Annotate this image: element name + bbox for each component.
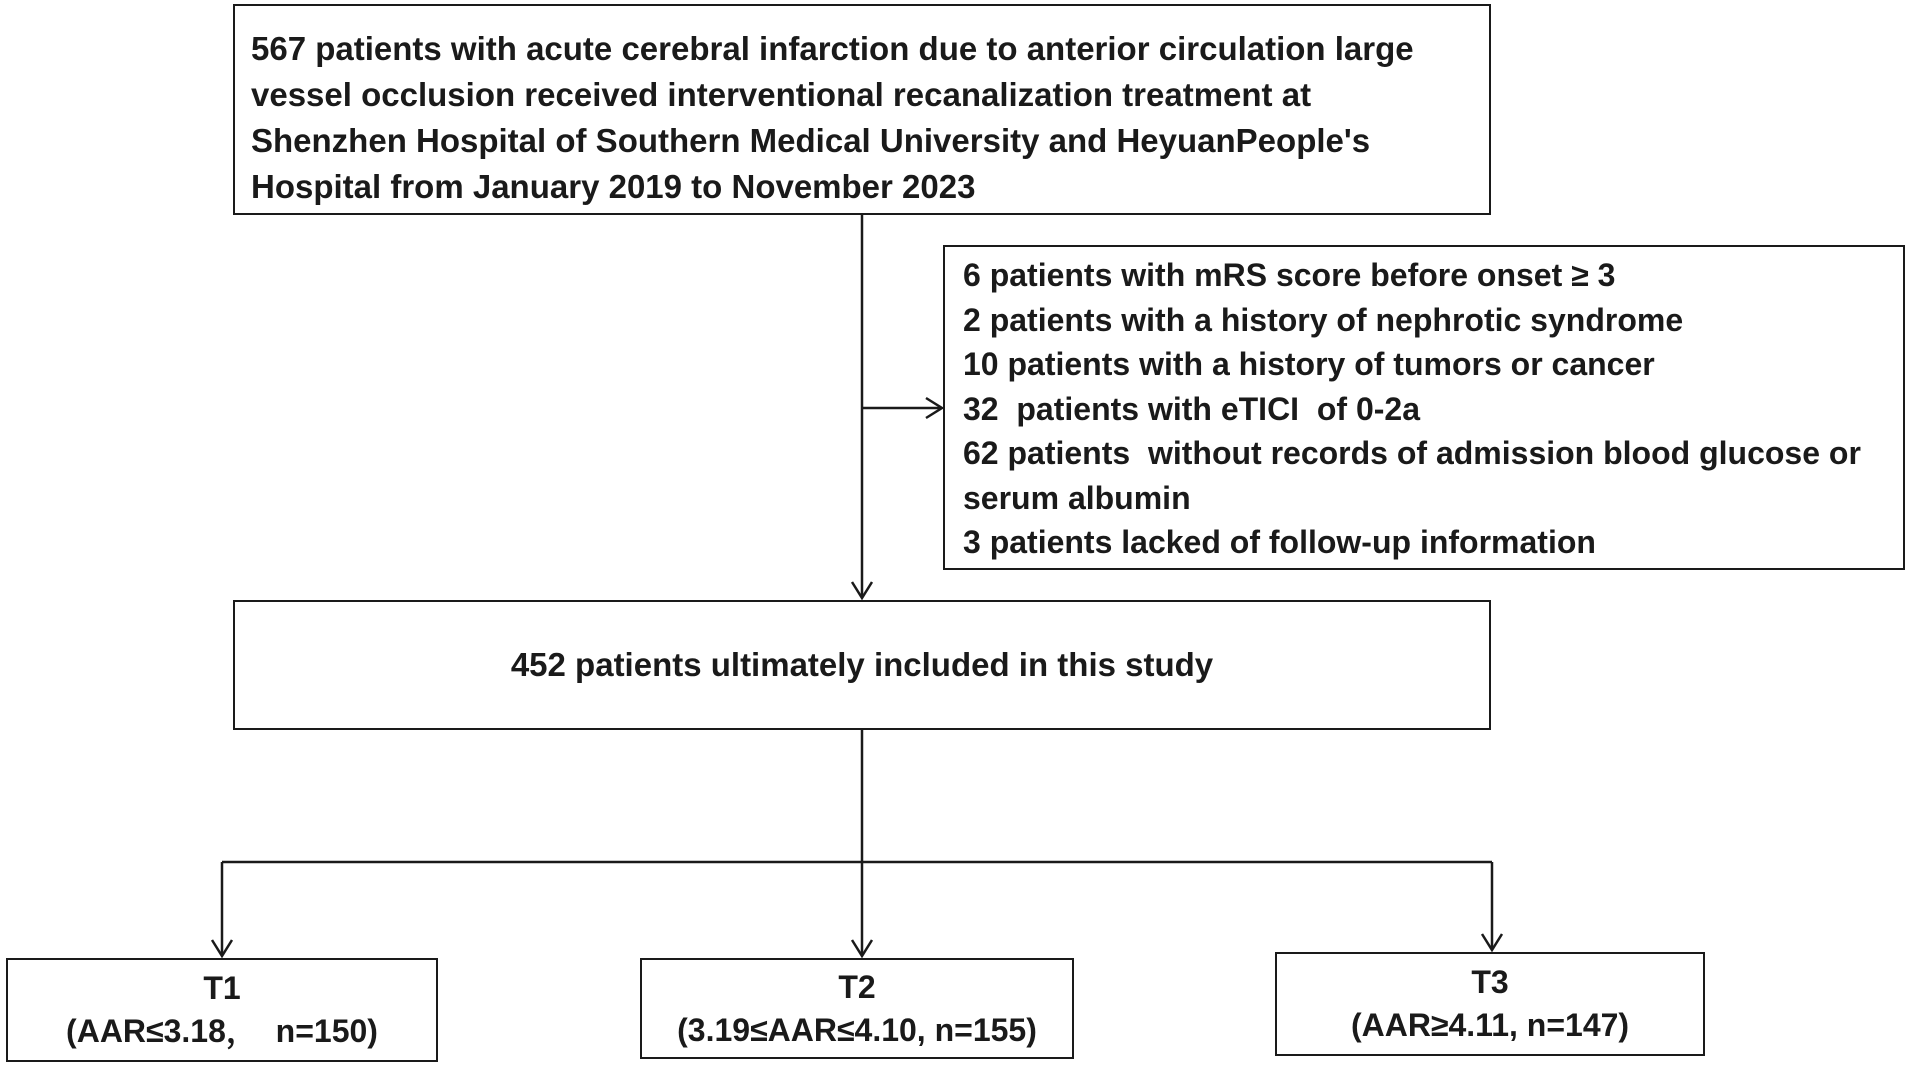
group-t1-box [6,958,438,1062]
group-criteria: (AAR≥4.11, n=147) [1350,1007,1630,1043]
group-t2-box [640,958,1074,1059]
exclusion-item: 62 patients without records of admission blood glucose or [963,435,1861,471]
exclusion-item: 32 patients with eTICI of 0-2a [963,390,1420,427]
initial-cohort-text: 567 patients with acute cerebral infarction due to anterior circulation large vessel occlusion received interventional recanalization treatment at Shenzhen Hospital of Southern Medical University and HeyuanPeople's Hospital from January 2019 to November 2023 [251,30,1414,205]
exclusion-item: 2 patients with a history of nephrotic syndrome [963,301,1684,338]
exclusion-box [943,245,1905,570]
group-criteria: (AAR≤3.18， n=150) [66,1013,378,1049]
group-name: T1 [203,970,241,1006]
group-name: T3 [1471,964,1509,1000]
group-criteria: (3.19≤AAR≤4.10, n=155) [677,1011,1037,1048]
initial-cohort-box [233,4,1491,215]
group-name: T2 [838,968,876,1005]
exclusion-item: serum albumin [963,479,1191,516]
included-cohort-box [233,600,1491,730]
included-cohort-text: 452 patients ultimately included in this study [510,646,1214,683]
exclusion-item: 3 patients lacked of follow-up information [963,524,1596,560]
exclusion-item: 10 patients with a history of tumors or cancer [963,346,1655,382]
group-t3-box [1275,952,1705,1056]
exclusion-item: 6 patients with mRS score before onset ≥ 3 [963,257,1616,293]
